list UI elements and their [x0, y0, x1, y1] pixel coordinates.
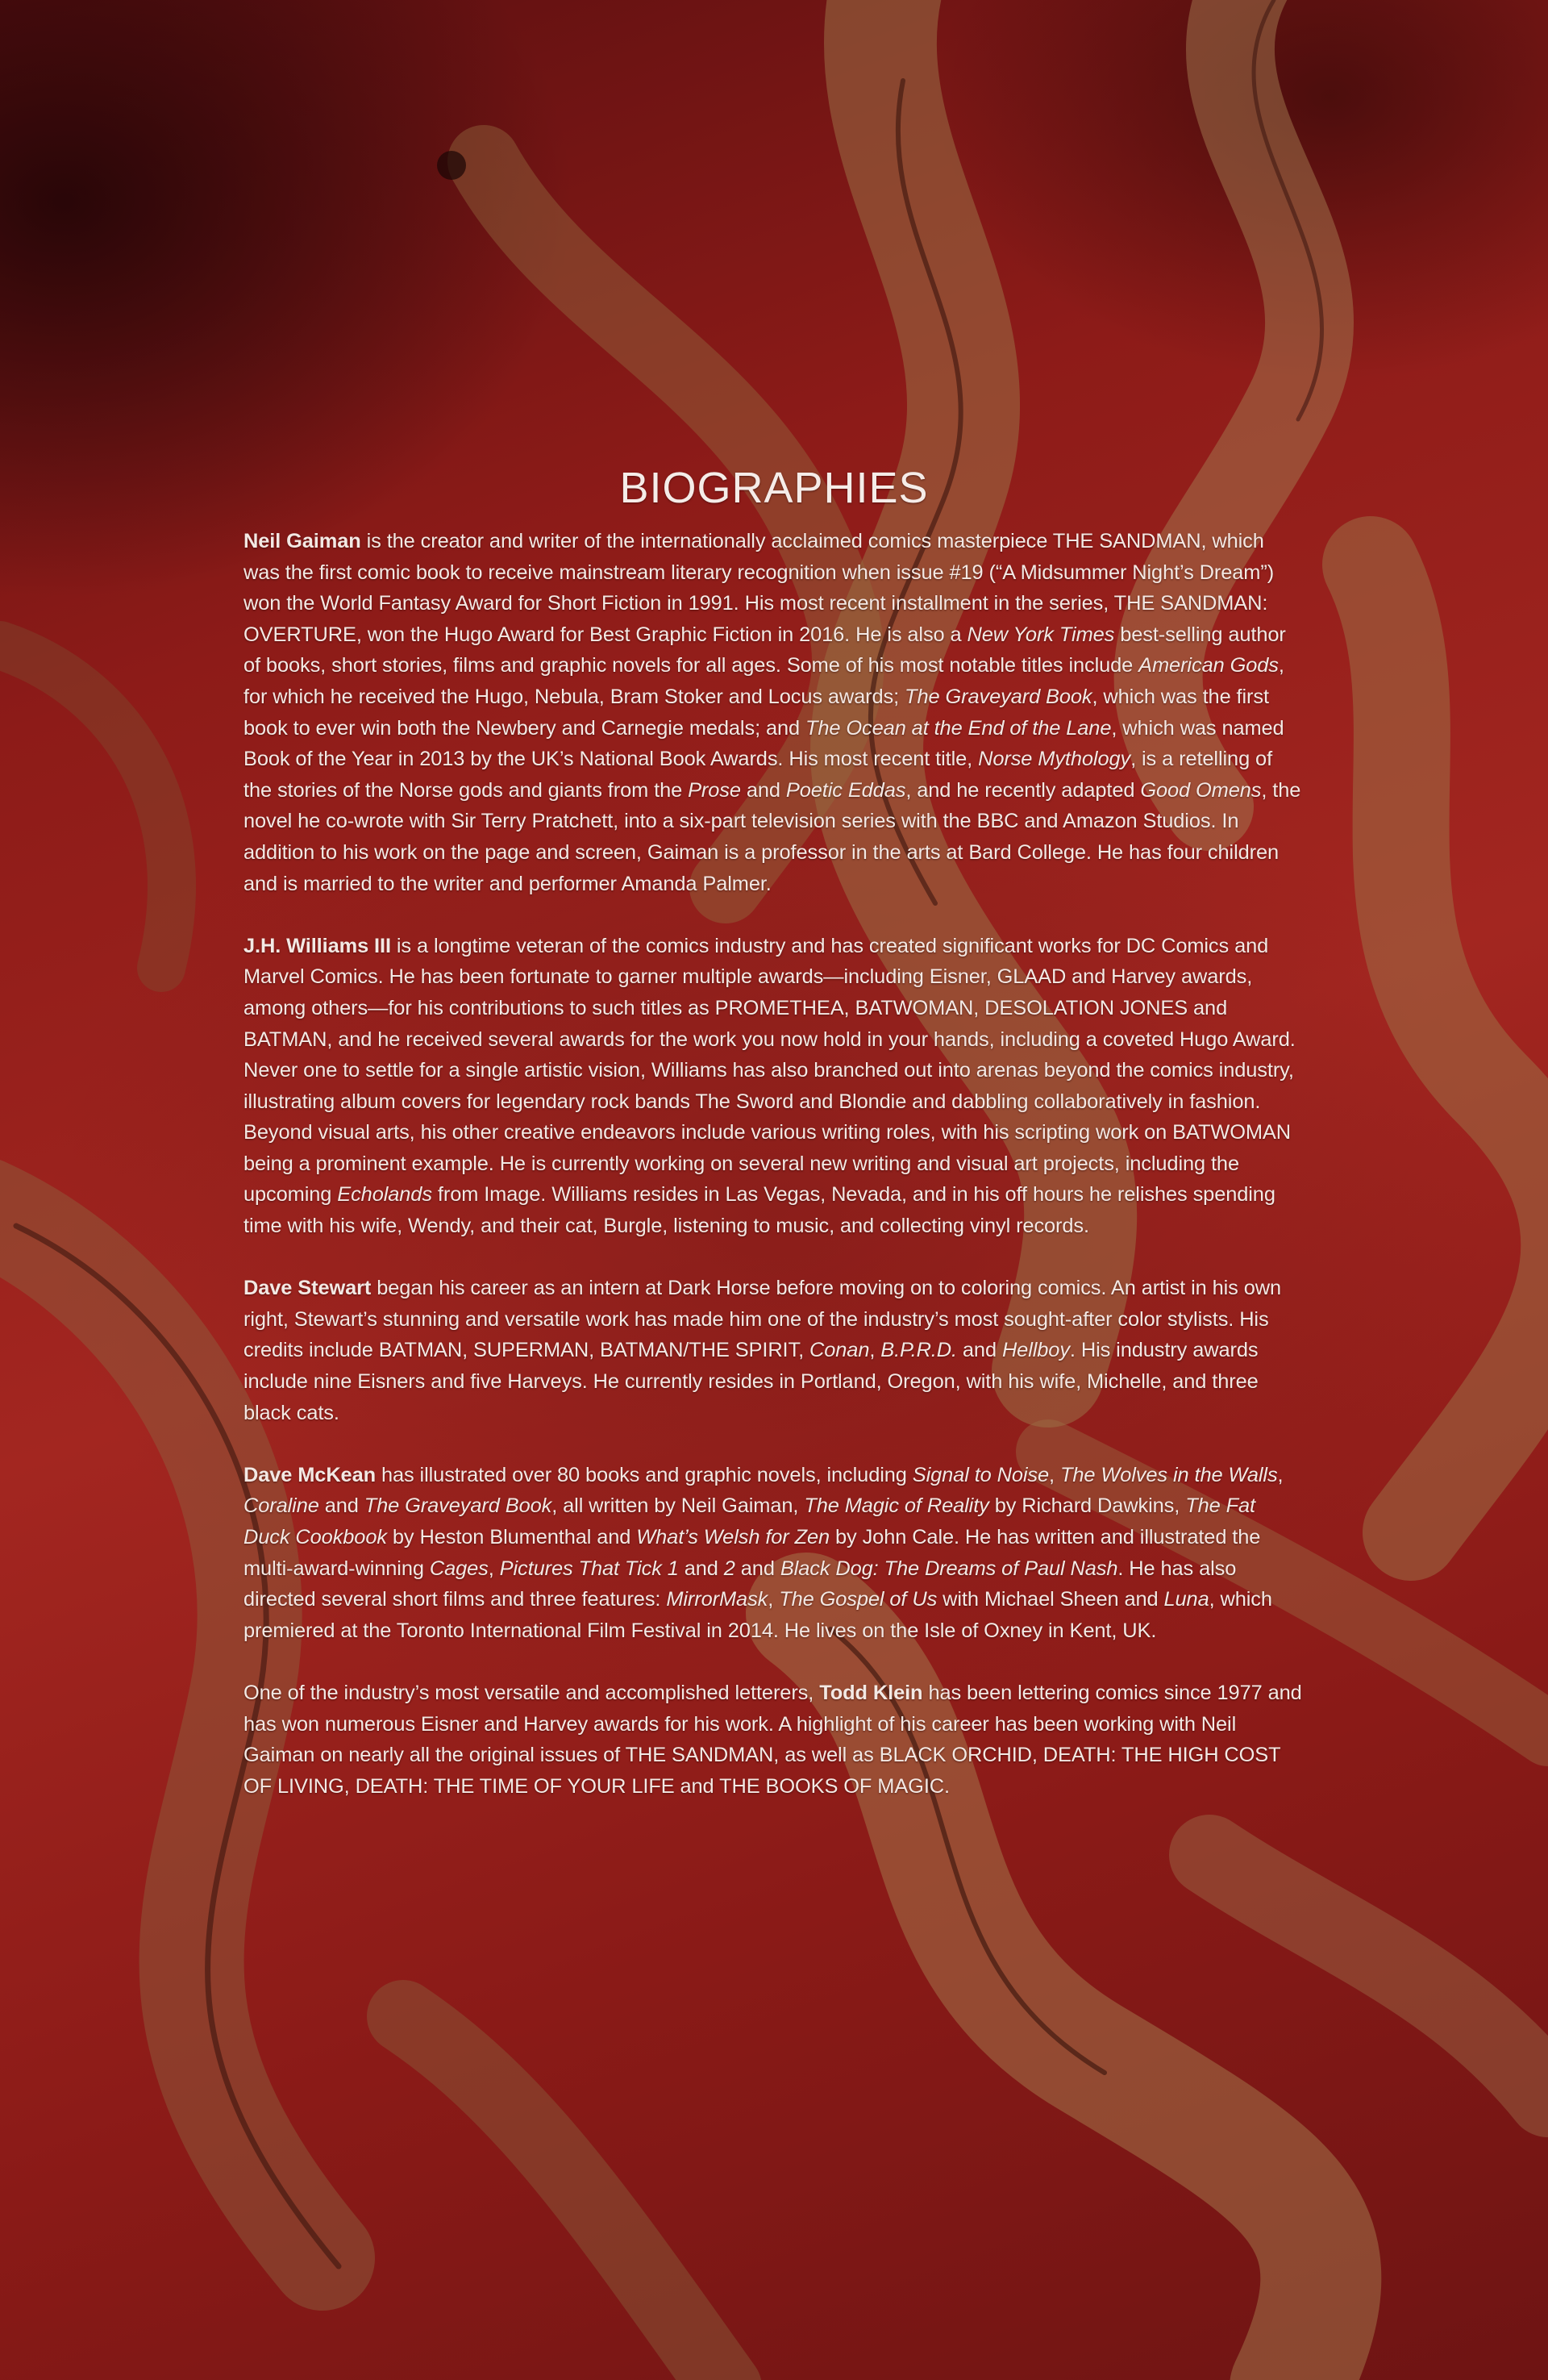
work-title: The Magic of Reality [804, 1494, 989, 1518]
work-title: The Graveyard Book [905, 685, 1092, 708]
biographies-section [243, 460, 1305, 1833]
bio-text: . He has also directed several short films and three features: [243, 1557, 1237, 1611]
work-title: Luna [1163, 1588, 1209, 1611]
bio-text: began his career as an intern at Dark Horse before moving on to coloring comics. An artist in his own right, Stewart’s stunning and versatile work has made him one of the industry’s most sought-after color stylists. His credits include BATMAN, SUPERMAN, BATMAN/THE SPIRIT, [243, 1277, 1281, 1362]
work-title: What’s Welsh for Zen [636, 1526, 830, 1548]
bio-text: by John Cale. He has written and illustrated the multi-award-winning [243, 1526, 1261, 1580]
page-title: BIOGRAPHIES [619, 464, 929, 512]
bio-text: , is a retelling of the stories of the Norse gods and giants from the [243, 748, 1273, 802]
bio-text: , for which he received the Hugo, Nebula, Bram Stoker and Locus awards; [243, 654, 1284, 708]
work-title: Black Dog: The Dreams of Paul Nash [780, 1557, 1118, 1580]
work-title: 2 [723, 1557, 735, 1580]
work-title: Poetic Eddas [785, 778, 906, 802]
bio-todd-klein [243, 1678, 1305, 1802]
bio-jh-williams-iii [243, 931, 1305, 1242]
bio-text: from Image. Williams resides in Las Vegas, Nevada, and in his off hours he relishes spending time with his wife, Wendy, and their cat, Burgle, listening to music, and collecting vinyl records. [243, 1183, 1275, 1238]
work-title: American Gods [1138, 654, 1279, 677]
work-title: Signal to Noise [912, 1463, 1050, 1486]
bio-text: , which was named Book of the Year in 2013 by the UK’s National Book Awards. His most recent title, [243, 716, 1284, 771]
work-title: The Wolves in the Walls [1059, 1463, 1278, 1486]
bio-text: , [869, 1339, 881, 1362]
bio-text: has illustrated over 80 books and graphic novels, including [376, 1463, 913, 1486]
bio-text: , and he recently adapted [905, 778, 1141, 802]
bio-dave-mckean [243, 1460, 1305, 1647]
bio-text: and [734, 1557, 780, 1580]
bio-text: , all written by Neil Gaiman, [551, 1494, 805, 1518]
work-title: Echolands [337, 1183, 432, 1207]
bio-text: and [678, 1557, 724, 1580]
bio-text: , the novel he co-wrote with Sir Terry Pratchett, into a six-part television series with the BBC and Amazon Studios. In addition to his work on the page and screen, Gaiman is a professor in the arts at Bard College. He has four children and is married to the writer and performer Amanda Palmer. [243, 778, 1301, 895]
bio-text: best-selling author of books, short stories, films and graphic novels for all ages. Some of his most notable titles include [243, 623, 1286, 677]
work-title: Good Omens [1140, 778, 1262, 802]
work-title: MirrorMask [666, 1588, 768, 1611]
work-title: Pictures That Tick 1 [499, 1557, 679, 1580]
bio-text: , [488, 1557, 500, 1580]
bio-text: and [318, 1494, 364, 1518]
work-title: Coraline [243, 1494, 319, 1518]
bio-text: is a longtime veteran of the comics industry and has created significant works for DC Comics and Marvel Comics. He has been fortunate to garner multiple awards—including Eisner, GLAAD and Harvey awards, among others—for his contributions to such titles as PROMETHEA, BATWOMAN, DESOLATION JONES and BATMAN, and he received several awards for the work you now hold in your hands, including a coveted Hugo Award. Never one to settle for a single artistic vision, Williams has also branched out into arenas beyond the comics industry, illustrating album covers for legendary rock bands The Sword and Blondie and dabbling collaboratively in fashion. Beyond visual arts, his other creative endeavors include various writing roles, with his scripting work on BATWOMAN being a prominent example. He is currently working on several new writing and visual art projects, including the upcoming [243, 934, 1296, 1207]
bio-text: , [1049, 1463, 1060, 1486]
bio-text: by Richard Dawkins, [988, 1494, 1186, 1518]
bio-text: , [1277, 1463, 1284, 1486]
work-title: Hellboy [1001, 1339, 1070, 1362]
bio-name: Dave Stewart [243, 1277, 372, 1300]
work-title: Conan [809, 1339, 870, 1362]
work-title: The Graveyard Book [364, 1494, 552, 1518]
bio-name: Neil Gaiman [243, 530, 361, 552]
bio-text: has been lettering comics since 1977 and has won numerous Eisner and Harvey awards for his work. A highlight of his career has been working with Neil Gaiman on nearly all the original issues of THE SANDMAN, as well as BLACK ORCHID, DEATH: THE HIGH COST OF LIVING, DEATH: THE TIME OF YOUR LIFE and THE BOOKS OF MAGIC. [243, 1681, 1302, 1798]
work-title: B.P.R.D. [880, 1339, 957, 1362]
work-title: Norse Mythology [978, 748, 1131, 771]
work-title: Prose [688, 778, 741, 802]
bio-name: J.H. Williams III [243, 934, 391, 957]
bio-text: and [740, 778, 786, 802]
bio-neil-gaiman [243, 526, 1305, 899]
bio-name: Todd Klein [819, 1681, 923, 1704]
bio-text: , which premiered at the Toronto International Film Festival in 2014. He lives on the Isle of Oxney in Kent, UK. [243, 1588, 1272, 1642]
bio-text: and [956, 1339, 1002, 1362]
bio-text: by Heston Blumenthal and [386, 1526, 637, 1548]
bio-text: One of the industry’s most versatile and accomplished letterers, [243, 1681, 820, 1704]
bio-text: , [768, 1588, 780, 1611]
work-title: The Gospel of Us [779, 1588, 938, 1611]
bio-text: with Michael Sheen and [937, 1588, 1164, 1611]
bio-dave-stewart [243, 1273, 1305, 1428]
bio-text: , which was the first book to ever win both the Newbery and Carnegie medals; and [243, 685, 1269, 740]
work-title: New York Times [967, 623, 1115, 646]
work-title: The Ocean at the End of the Lane [805, 716, 1112, 740]
bio-name: Dave McKean [243, 1463, 377, 1486]
bio-text: is the creator and writer of the internationally acclaimed comics masterpiece THE SANDMAN, which was the first comic book to receive mainstream literary recognition when issue #19 (“A Midsummer Night’s Dream”) won the World Fantasy Award for Short Fiction in 1991. His most recent installment in the series, THE SANDMAN: OVERTURE, won the Hugo Award for Best Graphic Fiction in 2016. He is also a [243, 530, 1275, 646]
work-title: The Fat Duck Cookbook [243, 1494, 1255, 1548]
work-title: Cages [429, 1557, 489, 1580]
bio-text: . His industry awards include nine Eisners and five Harveys. He currently resides in Portland, Oregon, with his wife, Michelle, and three black cats. [243, 1339, 1259, 1424]
